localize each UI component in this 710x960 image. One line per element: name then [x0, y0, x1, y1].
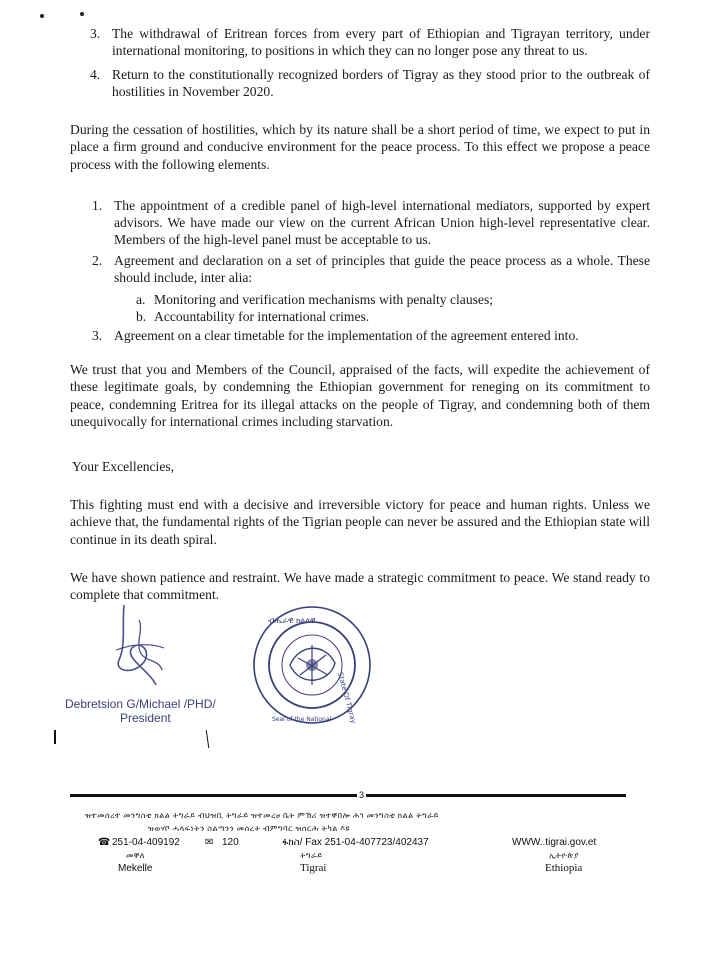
- footer-amharic-line: ዝተመሰረተ መንግስቲ ክልል ትግራይ ብህዝቢ ትግራይ ዝተመረፀ ቤት ምኽሪ ዝተቐበሎ ሕገ መንግስቲ ክልል ትግራይ: [85, 811, 439, 820]
- phone-icon: ☎: [98, 837, 111, 848]
- sub-list-text: Monitoring and verification mechanisms with penalty clauses;: [154, 292, 494, 307]
- footer-region: Tigrai: [300, 862, 327, 874]
- sub-list-letter: a.: [136, 292, 146, 307]
- mail-icon: ✉: [205, 837, 214, 848]
- list-number: 4.: [90, 67, 101, 82]
- svg-text:Seal of the National: Seal of the National: [272, 716, 332, 723]
- svg-text:State Of Tigray: State Of Tigray: [336, 671, 358, 725]
- footer-website: WWW..tigrai.gov.et: [512, 837, 597, 848]
- body-paragraph: This fighting must end with a decisive and irreversible victory for peace and human rights. Unless we achieve that, the fundamental rights of the Tigrian people can never be assured and the Ethiopian state will continue in its death spiral.: [70, 497, 650, 547]
- page-number: 3: [359, 790, 365, 800]
- list-text: The appointment of a credible panel of high-level international mediators, supported by expert advisors. We have made our view on the current African Union high-level representative clear. Members of the high-level panel must be acceptable to us.: [114, 198, 650, 247]
- salutation: Your Excellencies,: [72, 459, 175, 474]
- margin-mark: [54, 730, 56, 744]
- margin-mark: [206, 730, 209, 748]
- footer-phone: 251-04-409192: [112, 837, 180, 848]
- body-paragraph: During the cessation of hostilities, which by its nature shall be a short period of time, we expect to put in place a firm ground and conducive environment for the peace process. To this effect we propose a peace process with the following elements.: [70, 122, 650, 172]
- official-seal: [250, 603, 375, 728]
- body-paragraph: We have shown patience and restraint. We have made a strategic commitment to peace. We stand ready to complete that commitment.: [70, 570, 650, 603]
- footer-country-am: ኢትዮጵያ: [549, 851, 580, 860]
- list-text: Agreement and declaration on a set of principles that guide the peace process as a whole. These should include, inter alia:: [114, 253, 650, 285]
- list-text: The withdrawal of Eritrean forces from every part of Ethiopian and Tigrayan territory, under international monitoring, to positions in which they can no longer pose any threat to us.: [112, 26, 650, 58]
- svg-text:ብሔራዊ ክልላዊ: ብሔራዊ ክልላዊ: [268, 616, 316, 625]
- footer-pobox: 120: [222, 837, 239, 848]
- list-number: 1.: [92, 198, 103, 213]
- list-text: Return to the constitutionally recognized borders of Tigray as they stood prior to the outbreak of hostilities in November 2020.: [112, 67, 650, 99]
- footer-country: Ethiopia: [545, 862, 583, 874]
- list-number: 2.: [92, 253, 103, 268]
- sub-list-text: Accountability for international crimes.: [154, 309, 370, 324]
- footer-city-am: መቐለ: [126, 851, 145, 860]
- body-paragraph: We trust that you and Members of the Council, appraised of the facts, will expedite the achievement of these legitimate goals, by condemning the Ethiopian government for reneging on its commitment to peace, condemning Eritrea for its illegal attacks on the people of Tigray, and condemning both of them unequivocally for international crimes including starvation.: [70, 362, 650, 429]
- bullet-mark: [40, 14, 44, 18]
- sub-list-letter: b.: [136, 309, 147, 324]
- list-text: Agreement on a clear timetable for the implementation of the agreement entered into.: [114, 328, 579, 343]
- signatory-name: Debretsion G/Michael /PHD/: [65, 697, 216, 711]
- list-number: 3.: [90, 26, 101, 41]
- bullet-mark: [80, 12, 84, 16]
- footer-rule: [70, 794, 626, 797]
- footer-fax: ፋክስ/ Fax 251-04-407723/402437: [282, 837, 429, 848]
- footer-city: Mekelle: [118, 863, 153, 874]
- footer-amharic-line: ዝወሃቦ ሓላፍነትን ስልጣንን መሰረት ብምግባር ዝሰርሕ ትካል እዩ: [148, 824, 351, 833]
- signatory-title: President: [120, 711, 171, 725]
- handwritten-signature: [104, 600, 184, 700]
- footer-region-am: ትግራይ: [300, 851, 323, 860]
- list-number: 3.: [92, 328, 103, 343]
